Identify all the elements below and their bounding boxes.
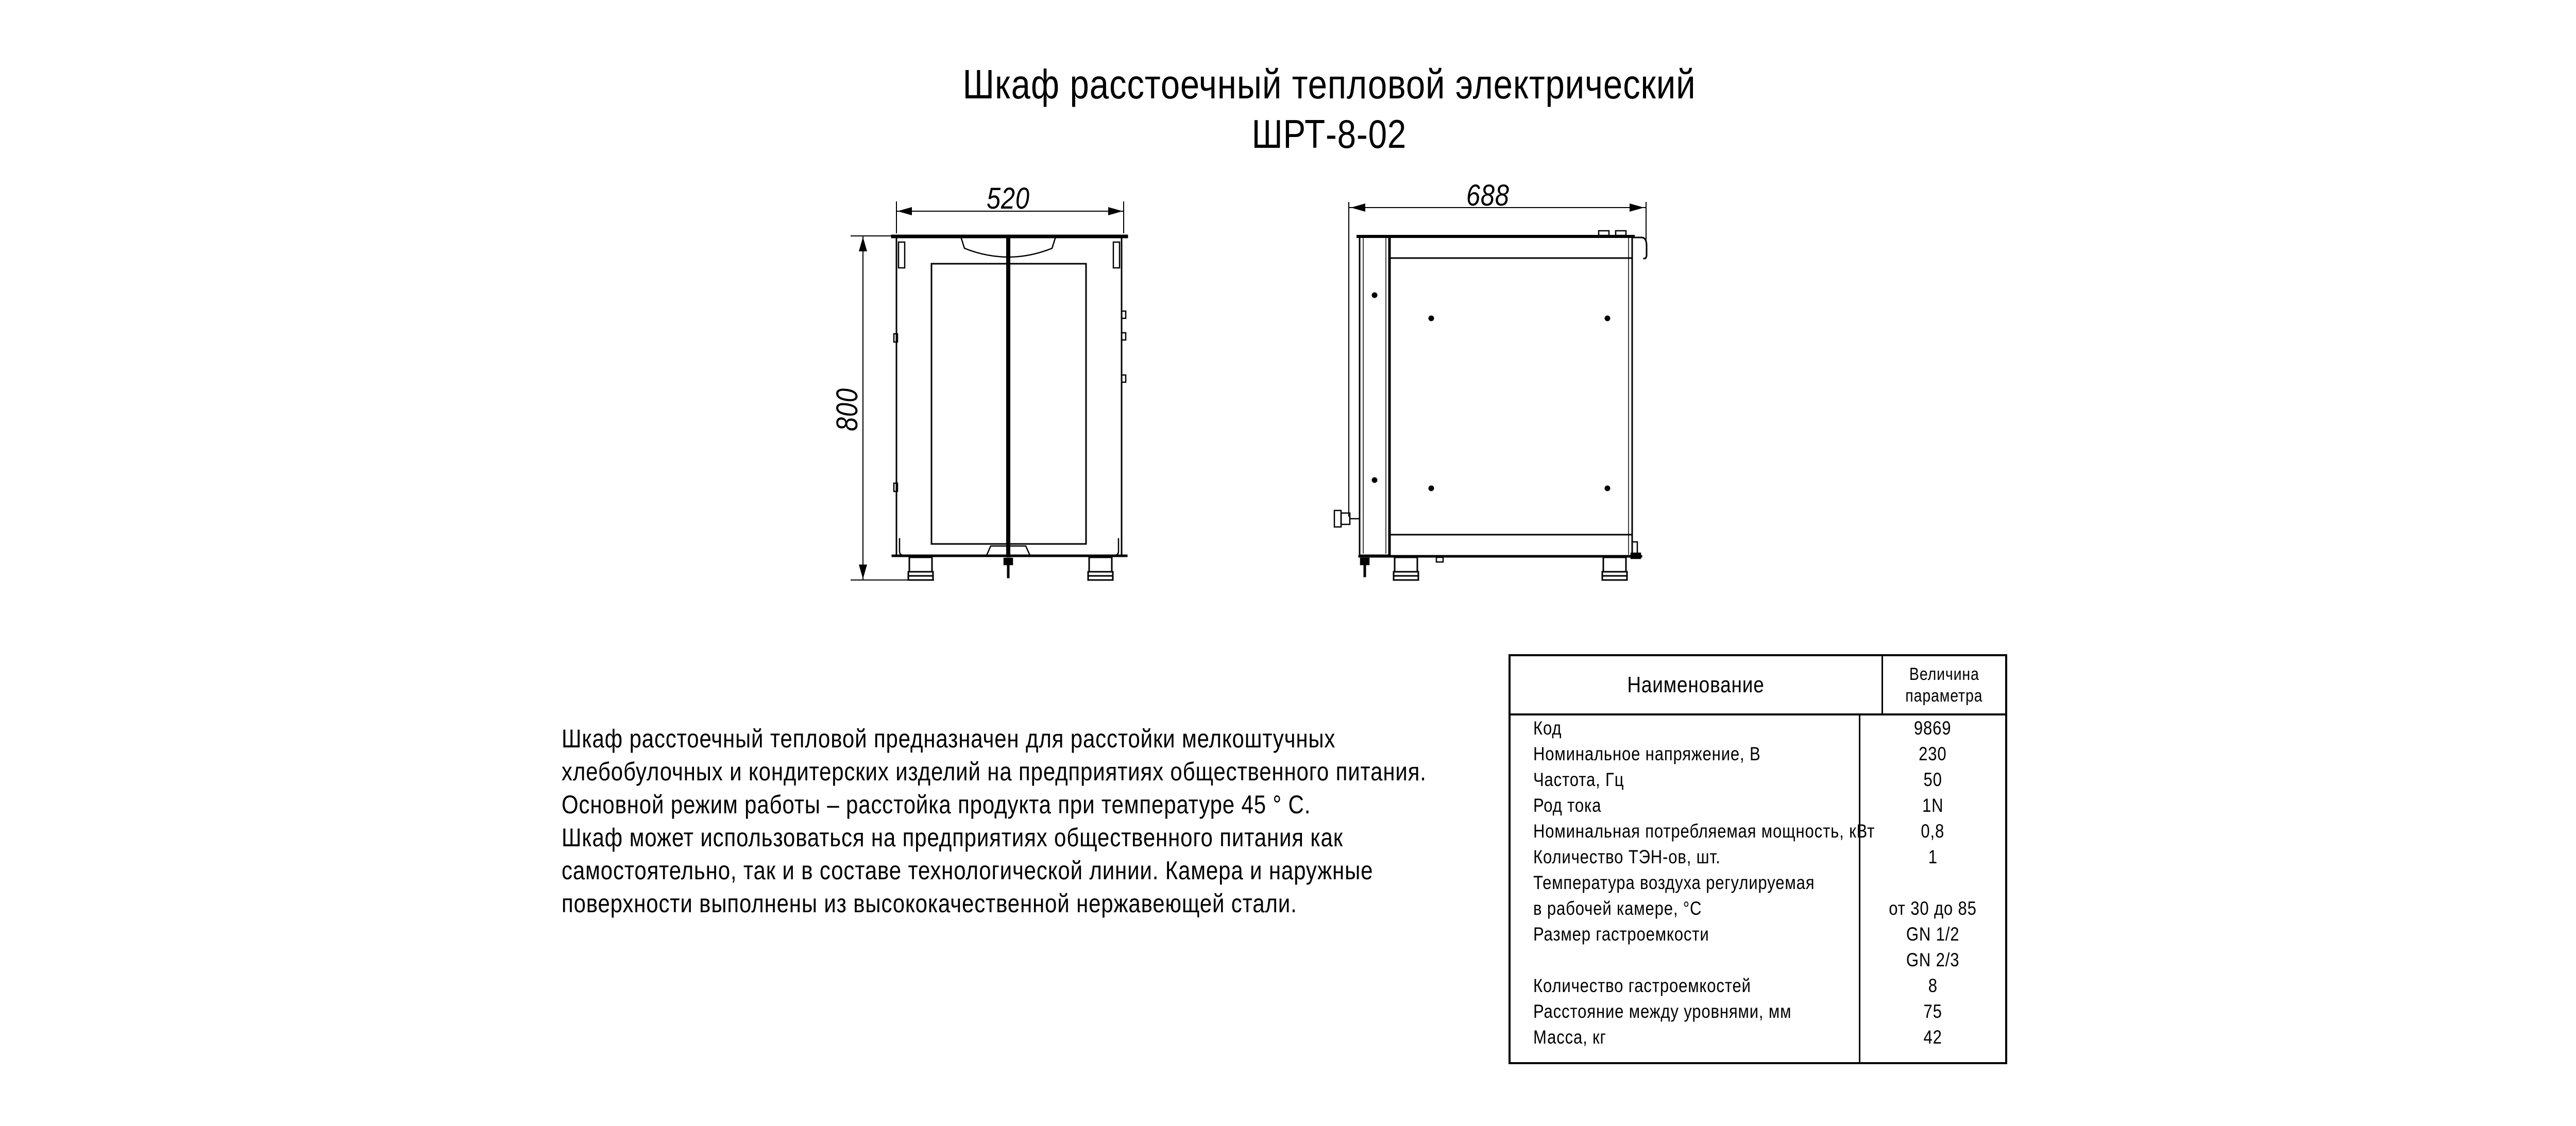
- side-feet: [1394, 557, 1627, 580]
- side-drain-pin: [1361, 557, 1443, 576]
- spec-header-value: Величина параметра: [1905, 664, 1983, 706]
- spec-row: Количество ТЭН-ов, шт. 1: [1511, 844, 2005, 870]
- spec-row: Код 9869: [1511, 715, 2005, 741]
- description-line: Шкаф может использоваться на предприятиях общественного питания как: [562, 823, 1343, 852]
- description-line: Шкаф расстоечный тепловой предназначен для расстойки мелкоштучных: [562, 724, 1336, 753]
- spec-row: GN 2/3: [1511, 947, 2005, 973]
- page-title-line1: Шкаф расстоечный тепловой электрический: [962, 61, 1696, 107]
- spec-table: [1509, 654, 2007, 1064]
- spec-row: Род тока 1N: [1511, 793, 2005, 818]
- spec-row: Частота, Гц 50: [1511, 767, 2005, 793]
- arrowhead-left-icon: [897, 207, 912, 215]
- spec-row: Температура воздуха регулируемая: [1511, 870, 2005, 896]
- description-line: самостоятельно, так и в составе технологической линии. Камера и наружные: [562, 856, 1374, 885]
- description-line: поверхности выполнены из высококачественной нержавеющей стали.: [562, 889, 1297, 918]
- arrowhead-up-icon: [859, 237, 867, 251]
- front-view-drawing: [851, 202, 1126, 580]
- spec-table-header: [1511, 656, 2005, 715]
- arrowhead-down-icon: [859, 565, 867, 579]
- arrowhead-left-icon: [1351, 203, 1365, 212]
- side-screw-dots: [1372, 293, 1611, 491]
- spec-row-filler: [1511, 1050, 2005, 1062]
- front-height-dimension-label: 800: [831, 388, 864, 431]
- spec-row: Номинальное напряжение, В 230: [1511, 741, 2005, 767]
- side-width-dimension-label: 688: [1466, 179, 1510, 212]
- spec-row: Количество гастроемкостей 8: [1511, 973, 2005, 999]
- spec-row: Размер гастроемкости GN 1/2: [1511, 922, 2005, 947]
- arrowhead-right-icon: [1630, 203, 1644, 212]
- title-block: [814, 60, 1844, 159]
- spec-row: Расстояние между уровнями, мм 75: [1511, 999, 2005, 1025]
- spec-header-name: Наименование: [1511, 656, 1883, 713]
- side-hinge-details: [1599, 231, 1647, 558]
- description-line: Основной режим работы – расстойка продукта при температуре 45 ° С.: [562, 790, 1311, 819]
- front-width-dimension-label: 520: [987, 182, 1030, 215]
- side-door-strip: [1360, 236, 1389, 556]
- spec-row: Масса, кг 42: [1511, 1025, 2005, 1050]
- product-description: [562, 722, 1566, 920]
- spec-row: Номинальная потребляемая мощность, кВт 0,8: [1511, 818, 2005, 844]
- arrowhead-right-icon: [1108, 207, 1123, 215]
- spec-row: в рабочей камере, °С от 30 до 85: [1511, 896, 2005, 922]
- side-view-drawing: [1334, 202, 1647, 580]
- side-valve-fitting: [1334, 510, 1360, 527]
- side-body-outline: [1358, 236, 1641, 556]
- page-title-line2: ШРТ-8-02: [1251, 111, 1407, 157]
- side-width-dimension: [1349, 202, 1646, 516]
- description-line: хлебобулочных и кондитерских изделий на предприятиях общественного питания.: [562, 757, 1427, 786]
